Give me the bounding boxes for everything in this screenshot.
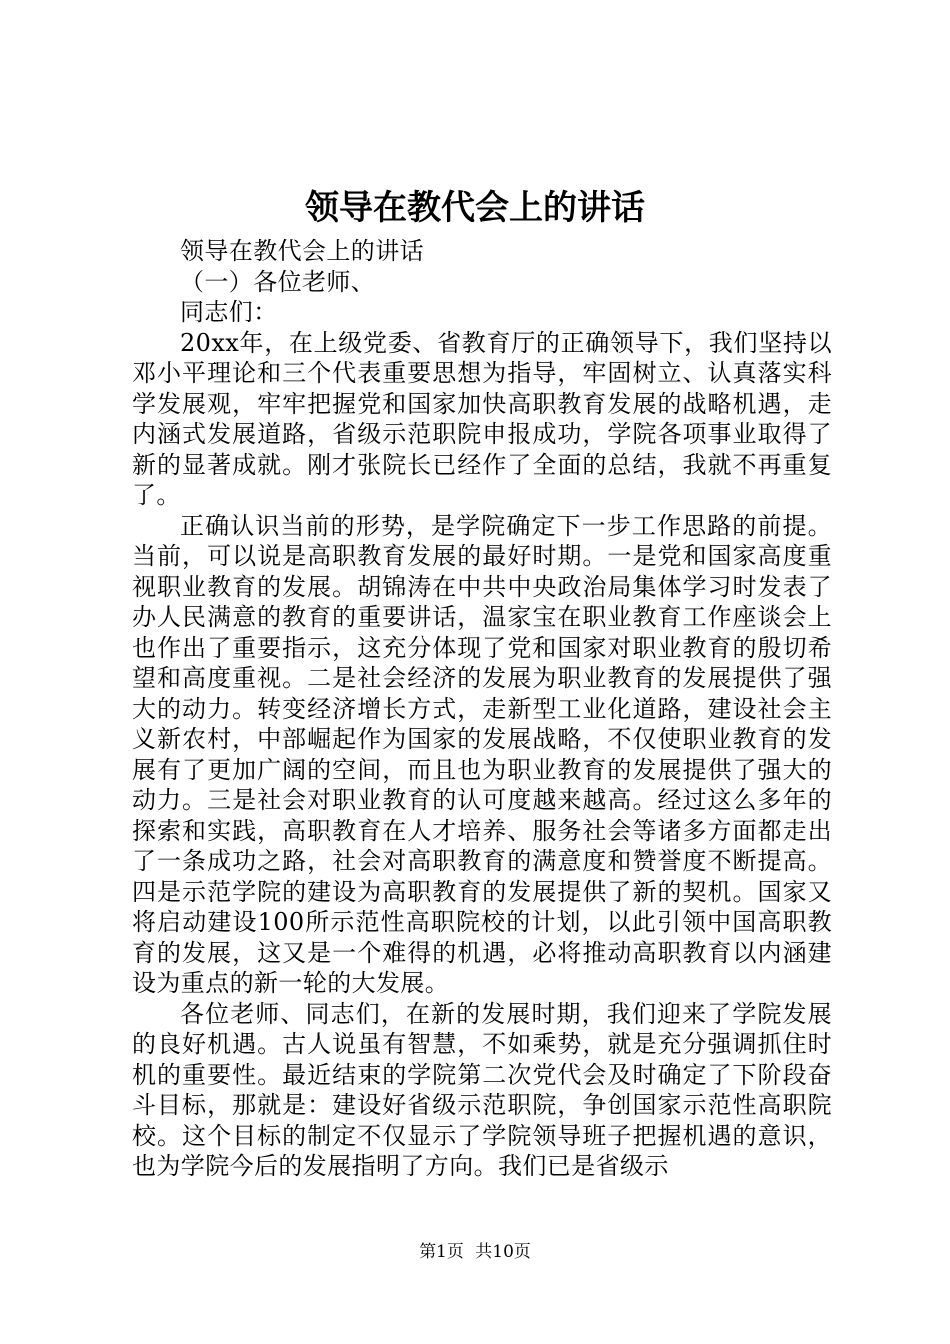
page-footer [0, 1240, 950, 1264]
document-title: 领导在教代会上的讲话 [305, 188, 645, 228]
paragraph-body: 20xx年，在上级党委、省教育厅的正确领导下，我们坚持以邓小平理论和三个代表重要思想为指导，牢固树立、认真落实科学发展观，牢牢把握党和国家加快高职教育发展的战略机遇，走内涵式发展道路，省级示范职院申报成功，学院各项事业取得了新的显著成就。刚才张院长已经作了全面的总结，我就不再重复了。 [132, 328, 832, 509]
paragraph-subtitle: 领导在教代会上的讲话 [180, 237, 424, 265]
document-body [132, 236, 832, 1182]
paragraph-section-heading: （一）各位老师、 [180, 267, 376, 296]
page-number: 第1页 [419, 1242, 464, 1262]
paragraph-body: 正确认识当前的形势，是学院确定下一步工作思路的前提。当前，可以说是高职教育发展的最好时期。一是党和国家高度重视职业教育的发展。胡锦涛在中共中央政治局集体学习时发表了办人民满意的教育的重要讲话，温家宝在职业教育工作座谈会上也作出了重要指示，这充分体现了党和国家对职业教育的殷切希望和高度重视。二是社会经济的发展为职业教育的发展提供了强大的动力。转变经济增长方式，走新型工业化道路，建设社会主义新农村，中部崛起作为国家的发展战略，不仅使职业教育的发展有了更加广阔的空间，而且也为职业教育的发展提供了强大的动力。三是社会对职业教育的认可度越来越高。经过这么多年的探索和实践，高职教育在人才培养、服务社会等诸多方面都走出了一条成功之路，社会对高职教育的满意度和赞誉度不断提高。四是示范学院的建设为高职教育的发展提供了新的契机。国家又将启动建设100所示范性高职院校的计划，以此引领中国高职教育的发展，这又是一个难得的机遇，必将推动高职教育以内涵建设为重点的新一轮的大发展。 [132, 511, 832, 997]
paragraph-body: 各位老师、同志们，在新的发展时期，我们迎来了学院发展的良好机遇。古人说虽有智慧，不如乘势，就是充分强调抓住时机的重要性。最近结束的学院第二次党代会及时确定了下阶段奋斗目标，那就是：建设好省级示范职院，争创国家示范性高职院校。这个目标的制定不仅显示了学院领导班子把握机遇的意识，也为学院今后的发展指明了方向。我们已是省级示 [132, 999, 832, 1180]
paragraph-salutation: 同志们： [180, 298, 278, 326]
page-total: 共10页 [475, 1242, 531, 1262]
